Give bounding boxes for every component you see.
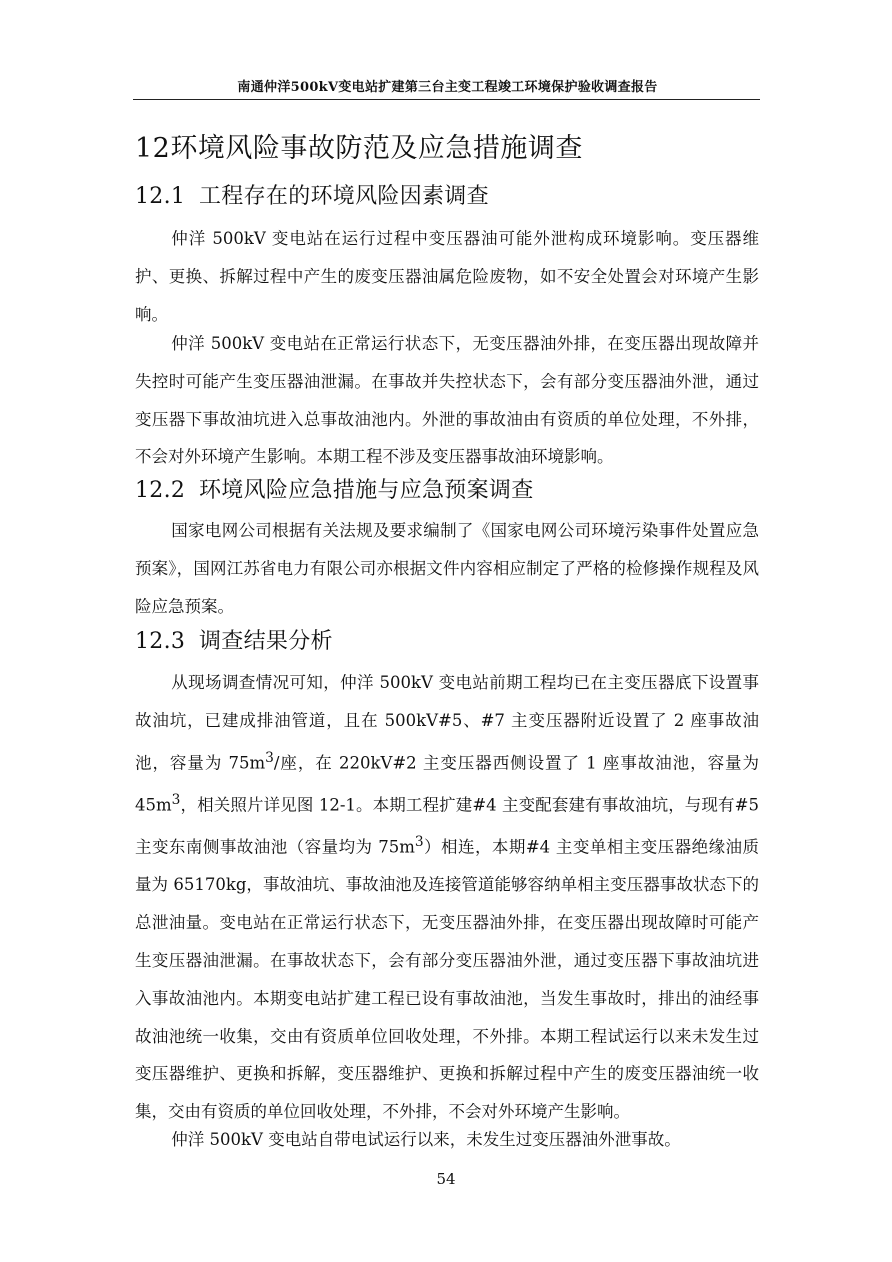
section-heading-12-2 xyxy=(135,473,534,504)
section-number: 12.3 xyxy=(135,629,186,654)
section-number: 12.1 xyxy=(135,184,186,209)
superscript: 3 xyxy=(171,791,181,808)
paragraph: 仲洋 500kV 变电站自带电试运行以来，未发生过变压器油外泄事故。 xyxy=(171,1130,681,1149)
paragraph: 仲洋 500kV 变电站在正常运行状态下，无变压器油外排，在变压器出现故障并失控时可能产生变压器油泄漏。在事故并失控状态下，会有部分变压器油外泄，通过变压器下事故油坑进入总事故油池内。外泄的事故油由有资质的单位处理，不外排，不会对外环境产生影响。本期工程不涉及变压器事故油环境影响。 xyxy=(135,334,759,467)
section-title: 调查结果分析 xyxy=(199,629,333,654)
running-header: 南通仲洋500kV变电站扩建第三台主变工程竣工环境保护验收调查报告 xyxy=(237,80,658,95)
text-run: /座，在 220kV#2 主变压器西侧设置了 1 座事故油池，容量为 45m xyxy=(135,753,759,815)
section-title: 环境风险应急措施与应急预案调查 xyxy=(199,478,534,503)
section-heading-12-1 xyxy=(135,179,489,210)
paragraph-analysis xyxy=(135,664,759,1131)
paragraph: 仲洋 500kV 变电站在运行过程中变压器油可能外泄构成环境影响。变压器维护、更换、拆解过程中产生的废变压器油属危险废物，如不安全处置会对环境产生影响。 xyxy=(135,229,759,324)
section-number: 12.2 xyxy=(135,478,186,503)
text-run: ）相连，本期#4 主变单相主变压器绝缘油质量为 65170kg，事故油坑、事故油池及连接管道能够容纳单相主变压器事故状态下的总泄油量。变电站在正常运行状态下，无变压器油外排，在变压器出现故障时可能产生变压器油泄漏。在事故状态下，会有部分变压器油外泄，通过变压器下事故油坑进入事故油池内。本期变电站扩建工程已设有事故油池，当发生事故时，排出的油经事故油池统一收集，交由有资质单位回收处理，不外排。本期工程试运行以来未发生过变压器维护、更换和拆解，变压器维护、更换和拆解过程中产生的废变压器油统一收集，交由有资质的单位回收处理，不外排，不会对外环境产生影响。 xyxy=(135,837,759,1122)
header-divider xyxy=(133,99,760,100)
text-run: 从现场调查情况可知，仲洋 500kV 变电站前期工程均已在主变压器底下设置事故油坑，已建成排油管道，且在 500kV#5、#7 主变压器附近设置了 2 座事故油池，容量为 75m xyxy=(135,673,759,773)
superscript: 3 xyxy=(265,749,274,766)
section-title: 工程存在的环境风险因素调查 xyxy=(199,184,489,209)
superscript: 3 xyxy=(414,834,424,851)
page-number: 54 xyxy=(436,1170,456,1188)
text-run: ，相关照片详见图 12-1。本期工程扩建#4 主变配套建有事故油坑，与现有#5 主变东南侧事故油池（容量均为 75m xyxy=(135,795,759,857)
section-heading-12-3 xyxy=(135,624,333,655)
paragraph: 国家电网公司根据有关法规及要求编制了《国家电网公司环境污染事件处置应急预案》，国网江苏省电力有限公司亦根据文件内容相应制定了严格的检修操作规程及风险应急预案。 xyxy=(135,521,759,616)
chapter-title: 12环境风险事故防范及应急措施调查 xyxy=(135,133,583,164)
